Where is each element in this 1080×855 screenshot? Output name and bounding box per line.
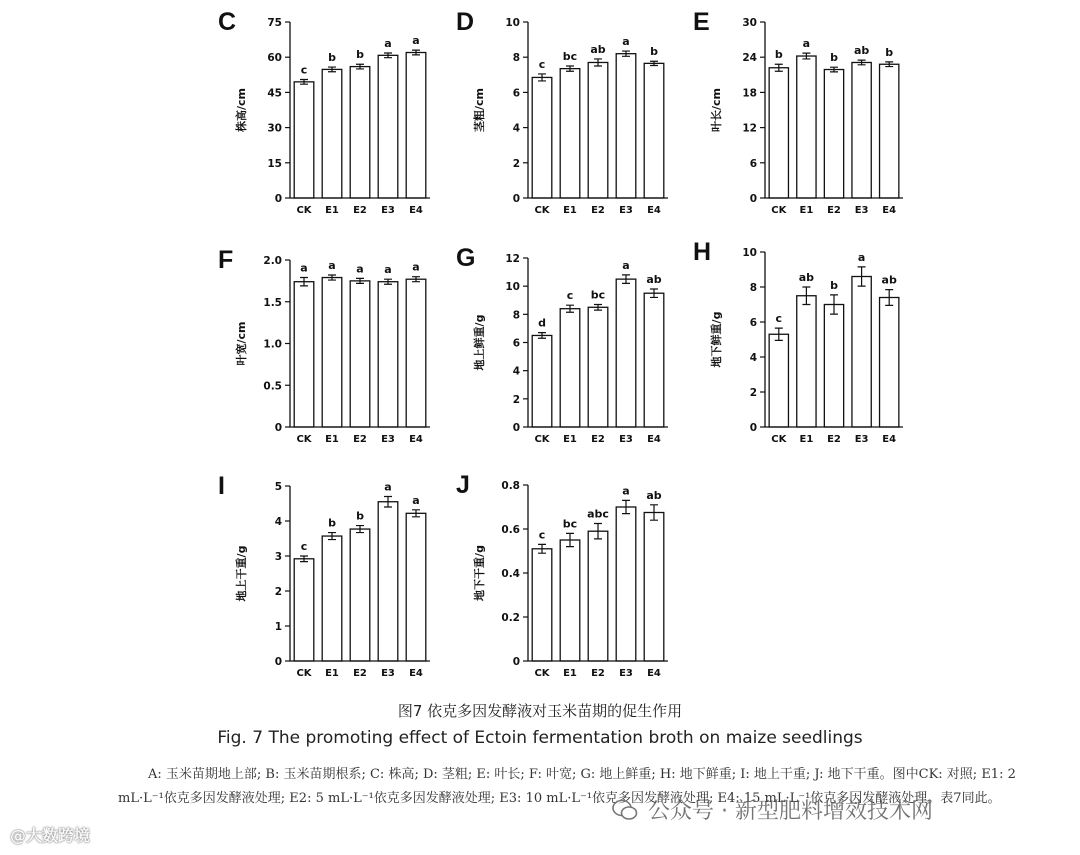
panel-e-x-tick-label-0: CK <box>771 205 787 216</box>
panel-c-significance-0: c <box>300 63 308 77</box>
panel-j-bar-3 <box>616 507 636 661</box>
panel-f-significance-3: a <box>384 263 392 277</box>
panel-j-significance-1: bc <box>562 517 578 531</box>
panel-e-bar-0 <box>769 68 788 198</box>
panel-h-significance-0: c <box>775 312 783 326</box>
figure-note: A: 玉米苗期地上部; B: 玉米苗期根系; C: 株高; D: 茎粗; E: 叶长; F: 叶宽; G: 地上鲜重; H: 地下鲜重; I: 地上干重; J: 地下干重。图中CK: 对照; E1: 2 mL·L⁻¹依克多因发酵液处理; E2: 5 mL·L⁻¹依克多因发酵液处理; E3: 10 mL·L⁻¹依克多因发酵液处理; E4: 15 mL·L⁻¹依克多因发酵液处理。表7同此。 <box>118 767 1016 806</box>
panel-e-x-tick-label-4: E4 <box>882 205 897 216</box>
panel-d-y-tick-label-2: 4 <box>512 122 520 135</box>
panel-g-x-tick-label-4: E4 <box>647 434 661 445</box>
panel-d-significance-1: bc <box>562 50 578 63</box>
panel-i-bar-4 <box>406 513 426 661</box>
panel-h-bar-3 <box>852 277 871 428</box>
panel-e-y-tick-label-2: 12 <box>742 122 757 135</box>
panel-g-y-tick-label-6: 12 <box>505 253 520 265</box>
watermark-left: @大数跨境 <box>10 826 91 845</box>
panel-h-significance-4: ab <box>881 273 897 287</box>
panel-h-x-tick-label-0: CK <box>771 434 787 445</box>
panel-i-bar-2 <box>350 529 370 661</box>
panel-c-significance-3: a <box>384 36 392 50</box>
panel-g-significance-1: c <box>566 289 574 303</box>
panel-d-x-tick-label-1: E1 <box>563 205 577 216</box>
panel-i-x-tick-label-4: E4 <box>409 668 423 679</box>
panel-j-x-tick-label-3: E3 <box>619 668 633 679</box>
panel-g-bar-4 <box>644 293 664 427</box>
panel-d-x-tick-label-0: CK <box>534 205 550 216</box>
panel-i-bar-1 <box>322 536 342 661</box>
panel-i-y-tick-label-4: 4 <box>274 516 282 528</box>
panel-f-significance-1: a <box>328 259 336 273</box>
panel-g-significance-4: ab <box>646 272 662 286</box>
panel-e-y-tick-label-5: 30 <box>742 17 757 29</box>
panel-c-bar-4 <box>406 53 426 198</box>
caption-chinese: 图7 依克多因发酵液对玉米苗期的促生作用 <box>397 702 683 720</box>
panel-f-y-axis-title: 叶宽/cm <box>235 321 248 366</box>
panel-j-significance-0: c <box>538 528 546 542</box>
panel-g-x-tick-label-0: CK <box>534 434 550 445</box>
panel-g-y-tick-label-2: 4 <box>512 365 520 378</box>
panel-i-bar-0 <box>294 559 314 661</box>
panel-c-bar-2 <box>350 67 370 198</box>
panel-e-significance-0: b <box>774 48 783 62</box>
panel-f-y-tick-label-4: 2.0 <box>263 255 282 267</box>
panel-i-significance-1: b <box>328 516 336 530</box>
panel-d-bar-0 <box>532 77 552 198</box>
watermark-right-text: 公众号 · 新型肥料增效技术网 <box>648 799 933 824</box>
panel-g-x-tick-label-3: E3 <box>619 434 633 445</box>
panel-j-y-tick-label-0: 0 <box>512 656 520 668</box>
panel-i-x-tick-label-3: E3 <box>381 668 395 679</box>
panel-h-y-tick-label-5: 10 <box>742 247 757 259</box>
panel-j-bar-4 <box>644 513 664 662</box>
panel-f-significance-4: a <box>412 260 420 274</box>
panel-j-y-tick-label-4: 0.8 <box>501 480 520 492</box>
panel-d-y-tick-label-4: 8 <box>512 52 520 65</box>
panel-g-significance-0: d <box>538 316 546 330</box>
panel-e-y-tick-label-4: 24 <box>742 52 757 65</box>
panel-e-y-tick-label-0: 0 <box>749 193 757 205</box>
panel-c-y-tick-label-4: 60 <box>267 52 282 65</box>
panel-i-x-tick-label-0: CK <box>296 668 312 679</box>
panel-j-x-tick-label-4: E4 <box>647 668 661 679</box>
panel-i-y-axis-title: 地上干重/g <box>235 545 248 602</box>
panel-j-letter: J <box>456 471 470 499</box>
panel-f-x-tick-label-1: E1 <box>325 434 339 445</box>
panel-i-significance-3: a <box>384 480 392 494</box>
panel-f-x-tick-label-3: E3 <box>381 434 395 445</box>
panel-i-bar-3 <box>378 502 398 661</box>
panel-d-significance-2: ab <box>590 42 606 56</box>
panel-i-letter: I <box>218 472 225 500</box>
panel-i-significance-2: b <box>356 509 364 523</box>
panel-d-bar-1 <box>560 69 580 198</box>
panel-i-significance-0: c <box>300 540 308 553</box>
panel-j-bar-1 <box>560 540 580 661</box>
panel-h-y-axis-title: 地下鲜重/g <box>710 311 723 368</box>
panel-h-y-tick-label-2: 4 <box>749 352 757 364</box>
panel-h-x-tick-label-2: E2 <box>827 434 841 445</box>
panel-c-letter: C <box>218 8 237 36</box>
panel-e-bar-1 <box>797 56 816 198</box>
panel-g-bar-0 <box>532 335 552 427</box>
panel-f-significance-0: a <box>300 261 308 275</box>
panel-f-x-tick-label-4: E4 <box>409 434 423 445</box>
panel-c-bar-1 <box>322 69 342 198</box>
panel-j-significance-2: abc <box>587 507 609 521</box>
panel-e-y-tick-label-1: 6 <box>749 157 757 170</box>
panel-d-significance-4: b <box>650 45 658 59</box>
panel-j-x-tick-label-2: E2 <box>591 668 605 679</box>
panel-j-significance-4: ab <box>646 488 662 502</box>
panel-c-x-tick-label-1: E1 <box>325 205 339 216</box>
panel-d-y-tick-label-0: 0 <box>512 193 520 205</box>
panel-d-bar-3 <box>616 54 636 198</box>
panel-j-x-tick-label-1: E1 <box>563 668 577 679</box>
panel-f-bar-2 <box>350 281 370 427</box>
panel-e-y-tick-label-3: 18 <box>742 87 757 100</box>
panel-h-bar-2 <box>824 305 843 428</box>
panel-g-significance-2: bc <box>590 288 606 302</box>
panel-h-y-tick-label-1: 2 <box>749 387 757 399</box>
panel-h-x-tick-label-1: E1 <box>799 434 814 445</box>
panel-j-y-tick-label-2: 0.4 <box>501 568 520 580</box>
panel-f-y-tick-label-0: 0 <box>274 422 282 434</box>
panel-h-significance-2: b <box>830 278 838 292</box>
panel-e-significance-1: a <box>802 37 811 51</box>
panel-f-x-tick-label-2: E2 <box>353 434 367 445</box>
panel-f-bar-0 <box>294 282 314 427</box>
panel-h-significance-1: ab <box>798 271 815 284</box>
panel-f-significance-2: a <box>356 262 364 276</box>
caption-english: Fig. 7 The promoting effect of Ectoin fermentation broth on maize seedlings <box>217 728 863 748</box>
panel-h-x-tick-label-3: E3 <box>854 434 869 445</box>
panel-h-y-tick-label-0: 0 <box>749 422 757 434</box>
panel-i-y-tick-label-1: 1 <box>274 621 282 633</box>
panel-h-y-tick-label-3: 6 <box>749 317 757 329</box>
panel-d-significance-3: a <box>622 35 630 49</box>
panel-c-x-tick-label-3: E3 <box>381 205 395 216</box>
panel-f-letter: F <box>218 246 234 274</box>
panel-c-y-tick-label-2: 30 <box>267 122 282 135</box>
panel-c-y-axis-title: 株高/cm <box>235 88 248 132</box>
wechat-icon <box>612 799 638 821</box>
panel-d-y-axis-title: 茎粗/cm <box>473 88 486 132</box>
panel-g-y-axis-title: 地上鲜重/g <box>473 314 486 371</box>
watermark-right <box>612 794 933 825</box>
panel-d-x-tick-label-3: E3 <box>619 205 633 216</box>
panel-d-y-tick-label-5: 10 <box>505 17 520 29</box>
panel-c-y-tick-label-5: 75 <box>267 17 282 29</box>
panel-c-x-tick-label-0: CK <box>296 205 312 216</box>
panel-c-significance-1: b <box>328 51 336 65</box>
panel-j-y-tick-label-3: 0.6 <box>501 524 520 536</box>
panel-d-bar-4 <box>644 63 664 198</box>
panel-j-y-tick-label-1: 0.2 <box>501 612 520 624</box>
panel-f-bar-4 <box>406 279 426 427</box>
panel-j-significance-3: a <box>622 484 630 498</box>
panel-h-x-tick-label-4: E4 <box>882 434 897 445</box>
panel-d-significance-0: c <box>538 57 546 71</box>
panel-i-y-tick-label-2: 2 <box>274 586 282 598</box>
panel-e-bar-3 <box>852 62 871 198</box>
panel-c-significance-4: a <box>412 34 420 48</box>
panel-d-x-tick-label-2: E2 <box>591 205 605 216</box>
panel-f-y-tick-label-2: 1.0 <box>263 338 282 351</box>
panel-e-x-tick-label-3: E3 <box>854 205 869 216</box>
panel-i-y-tick-label-0: 0 <box>274 656 282 668</box>
panel-h-bar-1 <box>797 296 816 427</box>
panel-d-y-tick-label-1: 2 <box>512 157 520 170</box>
panel-h-significance-3: a <box>857 250 866 264</box>
panel-d-x-tick-label-4: E4 <box>647 205 661 216</box>
panel-h-y-tick-label-4: 8 <box>749 282 757 294</box>
panel-h-letter: H <box>693 238 712 266</box>
panel-e-bar-4 <box>880 64 899 198</box>
panel-e-significance-3: ab <box>853 44 870 58</box>
panel-f-y-tick-label-3: 1.5 <box>263 296 282 309</box>
panel-e-x-tick-label-1: E1 <box>799 205 814 216</box>
panel-c-bar-0 <box>294 82 314 198</box>
panel-d-bar-2 <box>588 62 608 198</box>
panel-f-x-tick-label-0: CK <box>296 434 312 445</box>
panel-g-bar-1 <box>560 309 580 427</box>
panel-g-y-tick-label-5: 10 <box>505 281 520 294</box>
panel-d-letter: D <box>456 8 475 36</box>
panel-g-bar-2 <box>588 307 608 427</box>
panel-c-y-tick-label-3: 45 <box>267 87 282 100</box>
panel-d-y-tick-label-3: 6 <box>512 87 520 100</box>
panel-e-y-axis-title: 叶长/cm <box>710 88 723 132</box>
panel-g-x-tick-label-1: E1 <box>563 434 577 445</box>
panel-h-bar-0 <box>769 334 788 427</box>
panel-g-significance-3: a <box>622 258 630 272</box>
panel-j-x-tick-label-0: CK <box>534 668 550 679</box>
panel-c-y-tick-label-1: 15 <box>267 157 282 170</box>
panel-i-y-tick-label-3: 3 <box>274 551 282 563</box>
panel-j-y-axis-title: 地下干重/g <box>473 545 486 601</box>
panel-e-letter: E <box>693 8 710 36</box>
panel-f-bar-3 <box>378 282 398 427</box>
panel-h-bar-4 <box>880 298 899 428</box>
panel-g-y-tick-label-3: 6 <box>512 337 520 350</box>
panel-g-y-tick-label-0: 0 <box>512 422 520 434</box>
panel-e-x-tick-label-2: E2 <box>827 205 841 216</box>
panel-i-x-tick-label-2: E2 <box>353 668 367 679</box>
panel-c-significance-2: b <box>356 48 364 62</box>
panel-c-x-tick-label-4: E4 <box>409 205 423 216</box>
panel-f-bar-1 <box>322 278 342 427</box>
panel-i-x-tick-label-1: E1 <box>325 668 339 679</box>
panel-e-significance-4: b <box>885 45 894 59</box>
panel-c-x-tick-label-2: E2 <box>353 205 367 216</box>
panel-j-bar-0 <box>532 549 552 661</box>
panel-g-letter: G <box>456 244 476 272</box>
panel-j-bar-2 <box>588 531 608 661</box>
panel-i-significance-4: a <box>412 493 420 507</box>
panel-g-bar-3 <box>616 279 636 427</box>
panel-g-y-tick-label-4: 8 <box>512 309 520 322</box>
panel-e-significance-2: b <box>830 51 838 65</box>
panel-e-bar-2 <box>824 70 843 198</box>
panel-g-y-tick-label-1: 2 <box>512 393 520 406</box>
panel-c-y-tick-label-0: 0 <box>274 193 282 205</box>
panel-c-bar-3 <box>378 55 398 198</box>
panel-i-y-tick-label-5: 5 <box>274 481 282 493</box>
panel-g-x-tick-label-2: E2 <box>591 434 605 445</box>
panel-f-y-tick-label-1: 0.5 <box>263 380 282 393</box>
